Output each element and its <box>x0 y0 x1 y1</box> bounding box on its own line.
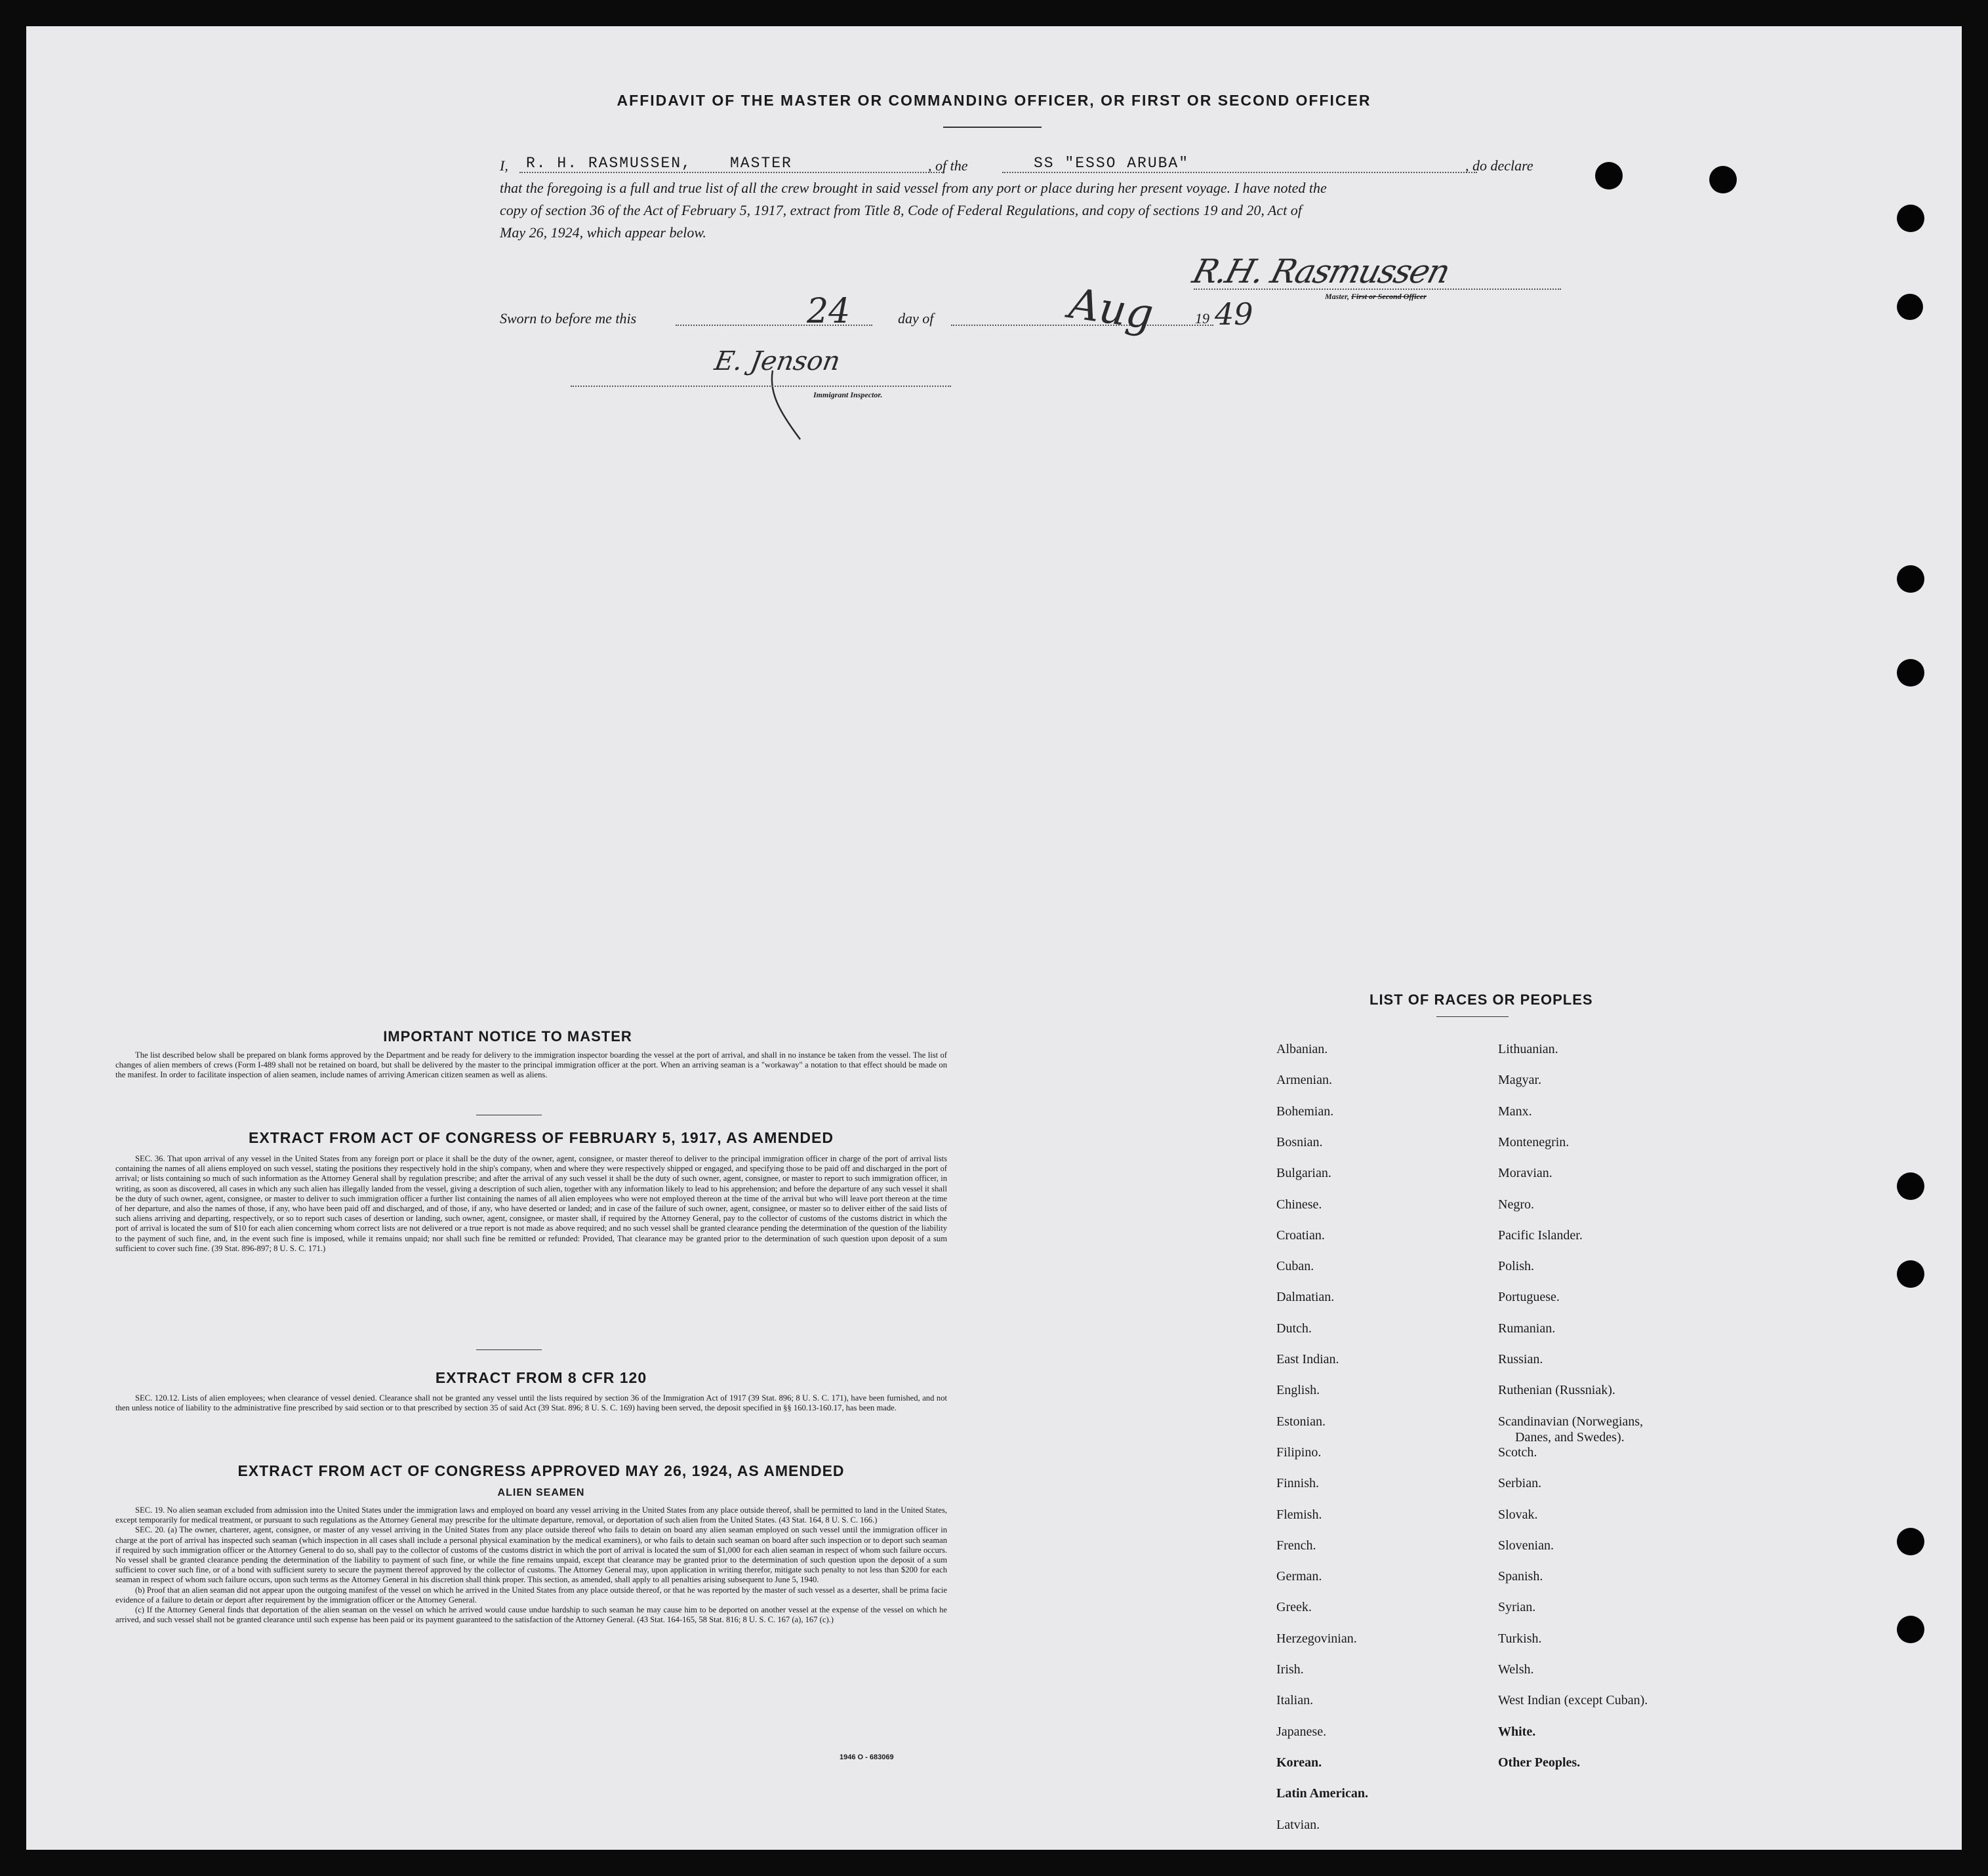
sworn-day: 24 <box>807 292 851 331</box>
race-item: Moravian. <box>1498 1166 1552 1181</box>
race-item: Other Peoples. <box>1498 1755 1581 1770</box>
extract-8cfr-title: EXTRACT FROM 8 CFR 120 <box>435 1369 647 1386</box>
race-item: Polish. <box>1498 1259 1535 1274</box>
title-divider <box>943 127 1042 128</box>
sworn-year: 49 <box>1215 296 1253 332</box>
notice-text: The list described below shall be prepared on blank forms approved by the Department and be ready for delivery to the immigration inspector boarding the vessel at the port of arrival, and shall in no instance be taken from the vessel. The list of changes of alien members of crews (Form I-489 shall not be retained on board, but shall be delivered by the master to the principal immigration officer at the port. When an arriving seaman is a "workaway" a notation to that effect should be made on the manifest. In order to facilitate inspection of alien seamen, include names of arriving American citizen seamen as well as aliens. <box>115 1050 947 1080</box>
race-item: Latvian. <box>1276 1817 1320 1832</box>
race-item: French. <box>1276 1538 1316 1553</box>
race-item: Finnish. <box>1276 1476 1320 1491</box>
extract-1924-body <box>115 1506 947 1625</box>
race-item: Scotch. <box>1498 1445 1537 1460</box>
vessel-name: SS "ESSO ARUBA" <box>1034 155 1190 172</box>
race-item: Cuban. <box>1276 1259 1314 1274</box>
race-item: German. <box>1276 1569 1322 1584</box>
race-item: Chinese. <box>1276 1197 1322 1212</box>
race-item: East Indian. <box>1276 1352 1339 1367</box>
race-item: Filipino. <box>1276 1445 1322 1460</box>
race-item: Turkish. <box>1498 1631 1542 1646</box>
declaration-line-4: May 26, 1924, which appear below. <box>500 224 706 241</box>
extract-1917-text: SEC. 36. That upon arrival of any vessel in the United States from any foreign port or place it shall be the duty of the owner, agent, consignee, or master thereof to deliver to the principal immigration officer in charge of the port of arrival lists containing the names of all aliens employed on such vessel, stating the positions they respectively hold in the ship's company, when and where they were respectively shipped or engaged, and specifying those to be paid off and discharged in the port of arrival; or lists containing so much of such information as the Attorney General shall by regulation prescribe; and after the arrival of any such vessel it shall be the duty of such owner, agent, consignee, or master to report to such immigration officer, in writing, as soon as discovered, all cases in which any such alien has illegally landed from the vessel, giving a description of such alien, together with any information likely to lead to his apprehension; and before the departure of any such vessel it shall be the duty of such owner, agent, consignee, or master to deliver to such immigration officer a further list containing the names of all alien employees who were not employed thereon at the time of the arrival but who will leave port thereon at the time of her departure, and also the names of those, if any, who have been paid off and discharged, and of those, if any, who have deserted or landed; and in case of the failure of such owner, agent, consignee, or master so to deliver either of the said lists of such aliens arriving and departing, respectively, or so to report such cases of desertion or landing, such owner, agent, consignee, or master shall, if required by the Attorney General, pay to the collector of customs of the customs district in which the port of arrival is located the sum of $10 for each alien concerning whom correct lists are not delivered or a true report is not made as above required; and no such vessel shall be granted clearance pending the determination of the question of the liability to the payment of such fine, and, in the event such fine is imposed, while it remains unpaid; nor shall such fine be remitted or refunded: Provided, That clearance may be granted prior to the determination of such question upon deposit of a sum sufficient to cover such fine. (39 Stat. 896-897; 8 U. S. C. 171.) <box>115 1154 947 1253</box>
race-item: Bosnian. <box>1276 1134 1323 1149</box>
race-item: Manx. <box>1498 1104 1532 1119</box>
notice-body <box>115 1050 947 1081</box>
signature-line <box>1194 289 1561 290</box>
race-item: Estonian. <box>1276 1414 1326 1429</box>
section-20a-text: SEC. 20. (a) The owner, charterer, agent, consignee, or master of any vessel arriving in the United States from any place outside thereof who fails to detain on board any alien seaman employed on such vessel until the immigration officer in charge at the port of arrival has inspected such seaman (which inspection in all cases shall include a personal physical examination by the medical examiners), or who fails to detain such seaman on board after such inspection or to deport such seaman if required by such immigration officer or the Attorney General to do so, shall pay to the collector of customs of the customs district in which the port of arrival is located the sum of $1,000 for each alien seaman in respect of whom such failure occurs. No vessel shall be granted clearance pending the determination of the liability to payment of such fine, or while the fine remains unpaid, except that clearance may be granted prior to the determination of such question upon the deposit of a sum sufficient to cover such fine, or of a bond with sufficient surety to secure the payment thereof approved by the collector of customs. The Attorney General may, upon application in writing therefor, mitigate such penalty to not less than $200 for each seaman in respect of whom such failure occurs, upon such terms as the Attorney General in his discretion shall think proper. This section, as amended, shall apply to all penalties arising subsequent to June 5, 1940. <box>115 1525 947 1585</box>
race-item: Dutch. <box>1276 1321 1312 1336</box>
race-item: Pacific Islander. <box>1498 1227 1583 1243</box>
race-item: Lithuanian. <box>1498 1042 1558 1056</box>
extract-1917-title: EXTRACT FROM ACT OF CONGRESS OF FEBRUARY 5, 1917, AS AMENDED <box>249 1129 834 1146</box>
year-prefix: 19 <box>1195 310 1209 327</box>
race-item: West Indian (except Cuban). <box>1498 1693 1648 1708</box>
sworn-month: Aug <box>1066 279 1156 340</box>
race-item: English. <box>1276 1383 1320 1398</box>
race-item: Danes, and Swedes). <box>1515 1429 1625 1445</box>
punch-hole <box>1897 1528 1924 1555</box>
notice-title: IMPORTANT NOTICE TO MASTER <box>383 1028 632 1045</box>
inspector-caption: Immigrant Inspector. <box>813 390 883 399</box>
race-item: White. <box>1498 1724 1536 1739</box>
of-the-label: , of the <box>928 157 968 174</box>
section-20b-text: (b) Proof that an alien seaman did not appear upon the outgoing manifest of the vessel on which he arrived in the United States from any place outside thereof, or that he was reported by the master of such vessel as a deserter, shall be prima facie evidence of a failure to detain or deport after requirement by the immigration officer or the Attorney General. <box>115 1585 947 1605</box>
race-item: Latin American. <box>1276 1786 1368 1801</box>
declarant-name: R. H. RASMUSSEN, <box>526 155 692 172</box>
section-20c-text: (c) If the Attorney General finds that deportation of the alien seaman on the vessel on which he arrived would cause undue hardship to such seaman he may cause him to be deported on another vessel at the expense of the vessel on which he arrived, and such vessel shall not be granted clearance until such expense has been paid or its payment guaranteed to the satisfaction of the Attorney General. (43 Stat. 164-165, 58 Stat. 816; 8 U. S. C. 167 (a), 167 (c).) <box>115 1605 947 1625</box>
caption-struck: First or Second Officer <box>1351 292 1427 301</box>
caption-master: Master, <box>1325 292 1350 301</box>
race-item: Bulgarian. <box>1276 1166 1331 1181</box>
race-item: Scandinavian (Norwegians, <box>1498 1414 1644 1429</box>
race-item: Spanish. <box>1498 1569 1543 1584</box>
document-page <box>26 26 1962 1850</box>
punch-hole <box>1897 1260 1924 1288</box>
punch-hole <box>1897 205 1924 232</box>
race-item: Serbian. <box>1498 1476 1542 1491</box>
print-code: 1946 O - 683069 <box>840 1753 894 1761</box>
race-item: Dalmatian. <box>1276 1290 1335 1305</box>
inspector-line <box>571 386 951 387</box>
race-item: Albanian. <box>1276 1042 1328 1056</box>
affidavit-title: AFFIDAVIT OF THE MASTER OR COMMANDING OFFICER, OR FIRST OR SECOND OFFICER <box>617 92 1371 109</box>
declaration-line-3: copy of section 36 of the Act of February 5, 1917, extract from Title 8, Code of Federal Regulations, and copy of sections 19 and 20, Act of <box>500 202 1302 218</box>
inspector-signature: E. Jenson <box>712 346 843 376</box>
race-item: Portuguese. <box>1498 1290 1560 1305</box>
signature-flourish <box>767 367 807 446</box>
race-item: Croatian. <box>1276 1227 1325 1243</box>
race-item: Flemish. <box>1276 1507 1322 1522</box>
punch-hole <box>1709 166 1737 193</box>
declarant-rank: MASTER <box>730 155 792 172</box>
punch-hole <box>1897 1616 1924 1643</box>
day-of-label: day of <box>898 310 934 327</box>
punch-hole <box>1897 294 1923 320</box>
punch-hole <box>1897 565 1924 593</box>
sworn-label: Sworn to before me this <box>500 310 637 327</box>
race-item: Irish. <box>1276 1662 1304 1677</box>
race-item: Ruthenian (Russniak). <box>1498 1383 1615 1398</box>
extract-1924-title: EXTRACT FROM ACT OF CONGRESS APPROVED MAY 26, 1924, AS AMENDED <box>237 1462 845 1479</box>
race-item: Italian. <box>1276 1693 1314 1708</box>
race-item: Slovak. <box>1498 1507 1538 1522</box>
race-item: Herzegovinian. <box>1276 1631 1357 1646</box>
race-item: Greek. <box>1276 1600 1312 1615</box>
race-item: Korean. <box>1276 1755 1322 1770</box>
declarant-i-label: I, <box>500 157 508 174</box>
race-item: Rumanian. <box>1498 1321 1556 1336</box>
races-divider <box>1436 1016 1509 1017</box>
race-item: Russian. <box>1498 1352 1543 1367</box>
extract-8cfr-text: SEC. 120.12. Lists of alien employees; when clearance of vessel denied. Clearance shall not be granted any vessel until the lists required by section 36 of the Immigration Act of 1917 (39 Stat. 896; 8 U. S. C. 171), have been furnished, and not then unless notice of liability to the administrative fine prescribed by said section or to that prescribed by section 35 of said Act (39 Stat. 896; 8 U. S. C. 169) having been served, the deposit specified in §§ 160.13-160.17, has been made. <box>115 1393 947 1413</box>
races-title: LIST OF RACES OR PEOPLES <box>1369 991 1593 1008</box>
race-item: Welsh. <box>1498 1662 1534 1677</box>
race-item: Japanese. <box>1276 1724 1327 1739</box>
divider-2 <box>476 1349 542 1350</box>
race-item: Bohemian. <box>1276 1104 1334 1119</box>
declaration-line-2: that the foregoing is a full and true list of all the crew brought in said vessel from any port or place during her present voyage. I have noted the <box>500 180 1327 196</box>
race-item: Armenian. <box>1276 1073 1332 1088</box>
extract-8cfr-body <box>115 1393 947 1413</box>
declarant-blank <box>519 172 944 173</box>
punch-hole <box>1595 162 1623 190</box>
race-item: Montenegrin. <box>1498 1134 1570 1149</box>
signature-caption <box>1325 292 1427 302</box>
race-item: Negro. <box>1498 1197 1534 1212</box>
punch-hole <box>1897 1172 1924 1200</box>
punch-hole <box>1897 659 1924 687</box>
race-item: Slovenian. <box>1498 1538 1554 1553</box>
race-item: Syrian. <box>1498 1600 1536 1615</box>
extract-1924-subtitle: ALIEN SEAMEN <box>497 1487 585 1498</box>
section-19-text: SEC. 19. No alien seaman excluded from admission into the United States under the immigration laws and employed on board any vessel arriving in the United States from any place outside thereof, shall be permitted to land in the United States, except temporarily for medical treatment, or pursuant to such regulations as the Attorney General may prescribe for the ultimate departure, removal, or deportation of such alien from the United States. (43 Stat. 164, 8 U. S. C. 166.) <box>115 1506 947 1525</box>
race-item: Magyar. <box>1498 1073 1542 1088</box>
extract-1917-body <box>115 1154 947 1254</box>
vessel-blank <box>1002 172 1477 173</box>
master-signature: R.H. Rasmussen <box>1188 252 1453 290</box>
do-declare-label: , do declare <box>1465 157 1533 174</box>
